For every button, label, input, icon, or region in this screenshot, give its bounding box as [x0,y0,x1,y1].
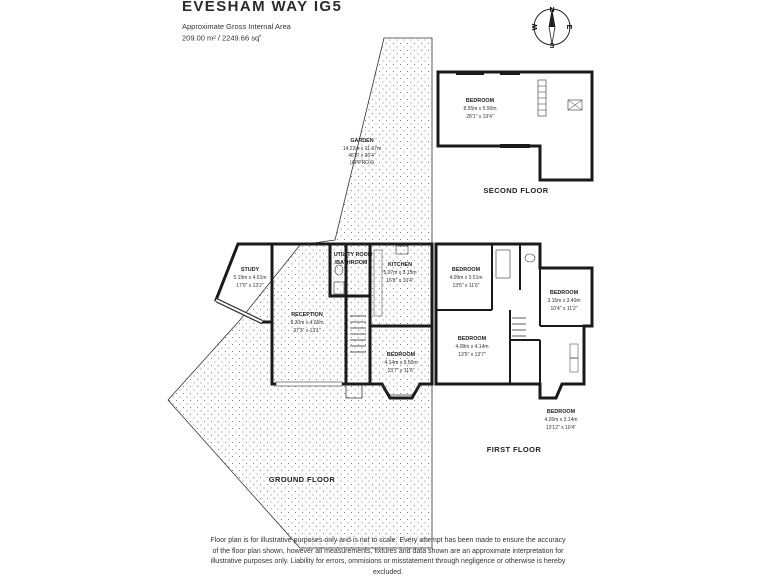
ff-bedroom4-imperial: 13'12" x 10'4" [545,425,577,431]
compass-s: S [549,43,555,50]
kitchen-imperial: 16'8" x 10'4" [386,278,414,284]
ff-bedroom2-metric: 3.16m x 3.40m [547,298,581,304]
garden-area [168,38,432,548]
sf-bedroom-metric: 8.55m x 5.90m [463,106,497,112]
disclaimer: Floor plan is for illustrative purposes only and is not to scale. Every attempt has been made to ensure the accuracy of the floor plan shown, however all measurements, fixtures and data shown are an approximate interpretation for illustrative purposes only. Liability for errors, ommisions or misstatement through negligence or otherwise is hereby excluded. [210,537,566,576]
area-value-unit: ft [259,33,262,38]
compass-n: N [549,7,555,14]
study-imperial: 17'0" x 13'2" [236,283,264,289]
gf-bedroom-name: BEDROOM [386,352,416,358]
utility-name-line2: /BATHROOM [334,260,368,266]
gf-bedroom-metric: 4.14m x 3.50m [384,360,418,366]
ff-bedroom1-imperial: 13'5" x 11'6" [452,283,480,289]
compass-e: E [565,24,572,30]
sf-bedroom-imperial: 28'1" x 19'4" [466,114,494,120]
area-value-main: 209.00 m² / 2249.66 sq [182,33,260,43]
ff-bedroom4-metric: 4.26m x 3.14m [544,417,578,423]
ground-floor-label: GROUND FLOOR [268,475,336,484]
reception-metric: 8.30m x 4.00m [290,320,324,326]
ff-bedroom3-name: BEDROOM [457,336,487,342]
gf-bedroom-imperial: 13'7" x 11'6" [387,368,415,374]
kitchen-metric: 5.07m x 3.15m [383,270,417,276]
compass-w: W [532,23,539,31]
ff-bedroom3-imperial: 13'5" x 13'7" [458,352,486,358]
area-label: Approximate Gross Internal Area [182,22,291,31]
garden-metric: 14.22m x 11.07m [342,146,382,152]
page-title: EVESHAM WAY IG5 [182,0,343,15]
ff-bedroom3-metric: 4.08m x 4.14m [455,344,489,350]
second-floor-plan [438,71,592,180]
ff-bedroom1-name: BEDROOM [451,267,481,273]
second-floor-label: SECOND FLOOR [483,186,549,195]
ff-bedroom2-name: BEDROOM [549,290,579,296]
ff-bedroom1-metric: 4.09m x 3.51m [449,275,483,281]
kitchen-name: KITCHEN [388,262,412,268]
study-name: STUDY [240,267,260,273]
reception-name: RECEPTION [291,312,323,318]
study-metric: 5.19m x 4.01m [233,275,267,281]
garden-imperial: 46'8" x 36'4" [348,153,376,159]
garden-note: (APPROX) [349,160,375,166]
sf-bedroom-name: BEDROOM [465,98,495,104]
reception-imperial: 27'3" x 13'1" [293,328,321,334]
garden-name: GARDEN [350,138,374,144]
compass-icon [532,7,572,50]
ff-bedroom4-name: BEDROOM [546,409,576,415]
first-floor-label: FIRST FLOOR [486,445,542,454]
utility-name-line1: UTILITY ROOM [333,252,373,258]
ff-bedroom2-imperial: 10'4" x 11'2" [550,306,578,312]
